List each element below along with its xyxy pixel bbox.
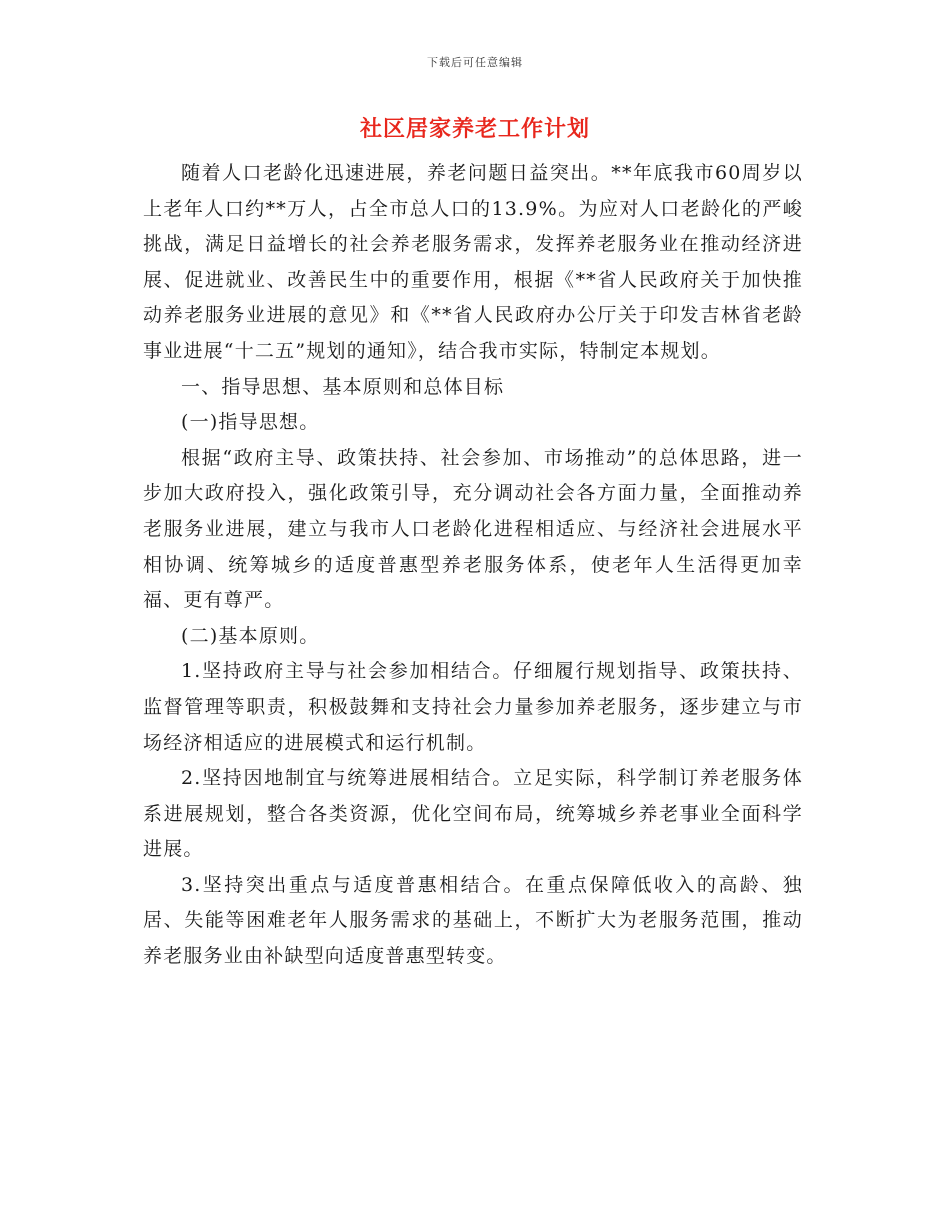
paragraph-principle-1: 1.坚持政府主导与社会参加相结合。仔细履行规划指导、政策扶持、监督管理等职责，积极鼓舞和支持社会力量参加养老服务，逐步建立与市场经济相适应的进展模式和运行机制。 <box>143 660 803 754</box>
subsection-heading-guiding-thought: (一)指导思想。 <box>181 411 320 434</box>
document-body <box>143 156 803 975</box>
paragraph-intro: 随着人口老龄化迅速进展，养老问题日益突出。**年底我市60周岁以上老年人口约**万人，占全市总人口的13.9%。为应对人口老龄化的严峻挑战，满足日益增长的社会养老服务需求，发挥养老服务业在推动经济进展、促进就业、改善民生中的重要作用，根据《**省人民政府关于加快推动养老服务业进展的意见》和《**省人民政府办公厅关于印发吉林省老龄事业进展“十二五”规划的通知》，结合我市实际，特制定本规划。 <box>143 162 803 362</box>
page-title: 社区居家养老工作计划 <box>359 116 590 142</box>
subsection-heading-basic-principles: (二)基本原则。 <box>181 624 320 647</box>
paragraph-guiding-thought: 根据“政府主导、政策扶持、社会参加、市场推动”的总体思路，进一步加大政府投入，强化政策引导，充分调动社会各方面力量，全面推动养老服务业进展，建立与我市人口老龄化进程相适应、与经济社会进展水平相协调、统筹城乡的适度普惠型养老服务体系，使老年人生活得更加幸福、更有尊严。 <box>143 446 803 612</box>
paragraph-principle-3: 3.坚持突出重点与适度普惠相结合。在重点保障低收入的高龄、独居、失能等困难老年人服务需求的基础上，不断扩大为老服务范围，推动养老服务业由补缺型向适度普惠型转变。 <box>143 873 803 968</box>
header-note: 下载后可任意编辑 <box>427 56 523 69</box>
paragraph-principle-2: 2.坚持因地制宜与统筹进展相结合。立足实际，科学制订养老服务体系进展规划，整合各类资源，优化空间布局，统筹城乡养老事业全面科学进展。 <box>143 767 803 861</box>
section-heading-1: 一、指导思想、基本原则和总体目标 <box>181 375 505 398</box>
